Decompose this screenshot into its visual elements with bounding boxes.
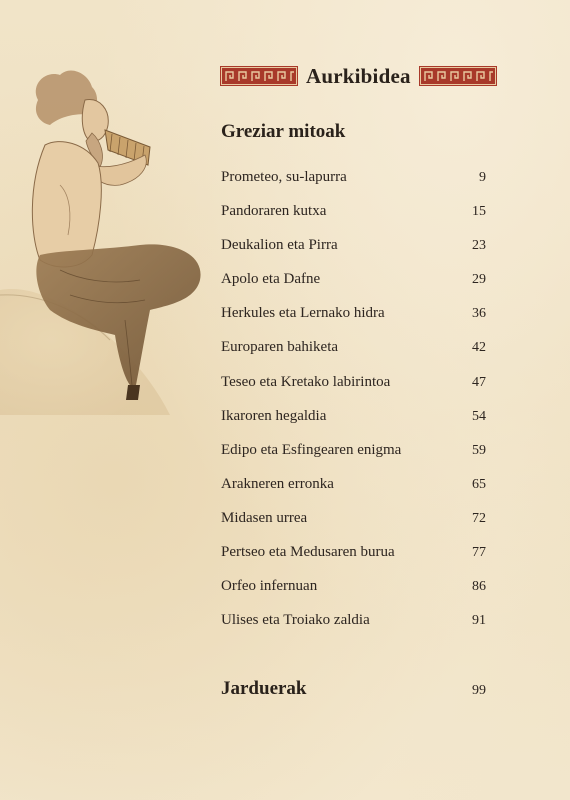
toc-entry-page: 29 [472, 272, 486, 288]
toc-entry[interactable] [221, 612, 486, 646]
toc-entry-title: Teseo eta Kretako labirintoa [221, 373, 391, 390]
toc-entry-page: 91 [472, 613, 486, 629]
toc-entry[interactable] [221, 203, 486, 237]
toc-entry[interactable] [221, 271, 486, 305]
toc-entry-title: Ulises eta Troiako zaldia [221, 612, 370, 629]
toc-entry[interactable] [221, 510, 486, 544]
toc-entry[interactable] [221, 374, 486, 408]
toc-entry-title: Apolo eta Dafne [221, 271, 321, 288]
toc-entry-title: Arakneren erronka [221, 475, 334, 492]
toc-header [220, 64, 497, 88]
toc-entry-page: 42 [472, 340, 486, 356]
toc-entry-title: Pertseo eta Medusaren burua [221, 544, 395, 561]
toc-entry-page: 47 [472, 374, 486, 390]
toc-entry-page: 77 [472, 545, 486, 561]
toc-entry[interactable] [221, 237, 486, 271]
toc-entry-page: 86 [472, 579, 486, 595]
toc-entry-title: Europaren bahiketa [221, 339, 339, 356]
toc-entry-title: Pandoraren kutxa [221, 203, 327, 220]
greek-meander-ornament-right [419, 66, 497, 86]
toc-entry[interactable] [221, 339, 486, 373]
toc-entry-page: 72 [472, 510, 486, 526]
toc-entry-page: 54 [472, 408, 486, 424]
toc-entry-title: Orfeo infernuan [221, 578, 318, 595]
toc-entry-page: 9 [479, 170, 486, 185]
toc-entry[interactable] [221, 544, 486, 578]
activities-entry[interactable] [221, 678, 486, 700]
toc-entry-title: Herkules eta Lernako hidra [221, 305, 385, 322]
satyr-illustration [0, 55, 215, 415]
activities-title: Jarduerak [221, 678, 307, 699]
toc-entry[interactable] [221, 578, 486, 612]
toc-entry[interactable] [221, 305, 486, 339]
toc-entry[interactable] [221, 476, 486, 510]
toc-entry[interactable] [221, 408, 486, 442]
greek-meander-ornament-left [220, 66, 298, 86]
toc-entry[interactable] [221, 169, 486, 203]
toc-entry-page: 15 [472, 204, 486, 220]
toc-entry-title: Midasen urrea [221, 509, 308, 526]
toc-entry-title: Prometeo, su-lapurra [221, 169, 347, 185]
toc-entry-title: Edipo eta Esfingearen enigma [221, 441, 402, 458]
toc-entry-title: Ikaroren hegaldia [221, 407, 327, 424]
toc-entry-page: 59 [472, 442, 486, 458]
toc-entry[interactable] [221, 442, 486, 476]
section-title: Greziar mitoak [221, 121, 346, 142]
activities-page: 99 [472, 683, 486, 698]
toc-entry-page: 65 [472, 476, 486, 492]
toc-entry-page: 23 [472, 238, 486, 254]
page-title: Aurkibidea [306, 64, 411, 88]
toc-entry-page: 36 [472, 306, 486, 322]
toc-entry-title: Deukalion eta Pirra [221, 237, 338, 254]
table-of-contents [221, 169, 486, 646]
